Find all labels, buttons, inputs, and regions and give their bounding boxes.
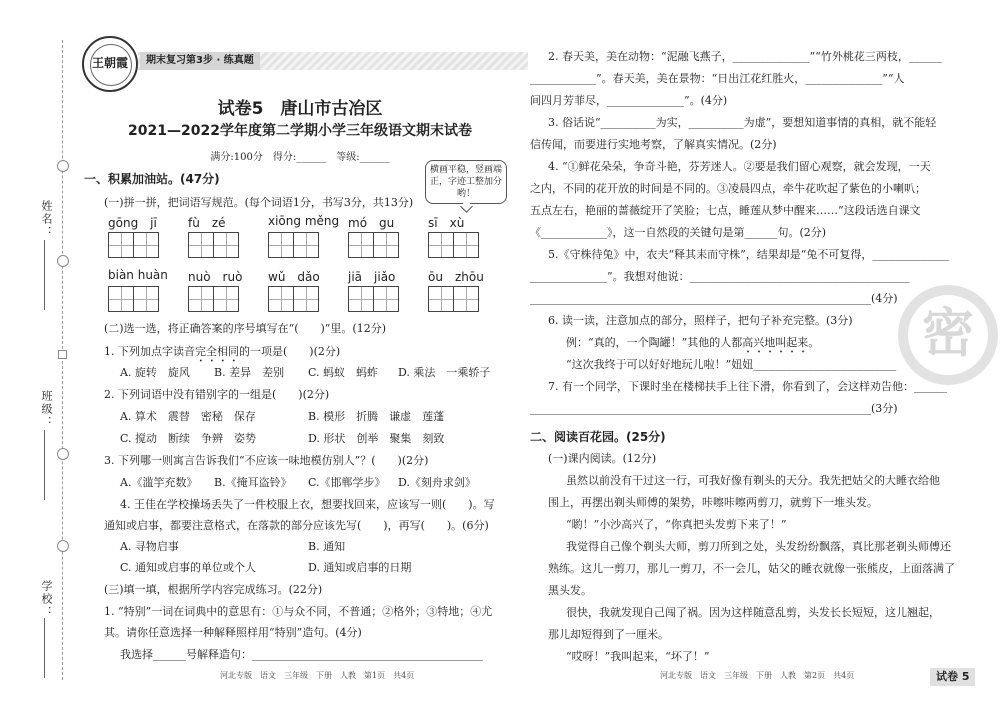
section-1-heading: 一、积累加油站。(47分)	[84, 172, 220, 186]
r-question-5-line-1[interactable]: 5.《守株待兔》中，农夫“释其耒而守株”，结果却是“兔不可复得，______________	[548, 248, 950, 261]
reading-sub-heading: (一)课内阅读。(12分)	[548, 452, 657, 465]
writing-grid[interactable]	[268, 286, 319, 312]
r-question-2-line-1[interactable]: 2. 春天美，美在动物：“泥融飞燕子，______________”“竹外桃花三两枝，______	[548, 50, 942, 63]
example-part-1: 例：“真的，一个陶罐！”其他的人都	[566, 336, 743, 349]
q4-option-a[interactable]: A. 寻物启事	[120, 540, 179, 553]
q1-option-d[interactable]: D. 乘法 一乘轿子	[398, 366, 491, 379]
q3-option-a[interactable]: A.《滥竽充数》	[120, 476, 198, 489]
binding-dashed-line	[62, 40, 63, 680]
writing-grid[interactable]	[428, 286, 479, 312]
r-question-2-line-2[interactable]: ____________”。春天美，美在景物：“日出江花红胜火，______________”“人	[530, 72, 905, 85]
score-line: 满分:100分 得分:______ 等级:______	[210, 152, 390, 163]
exam-number-tab: 试卷 5	[930, 668, 975, 686]
binding-hole	[57, 448, 69, 460]
r-question-2-line-3[interactable]: 间四月芳菲尽，______________”。(4分)	[530, 94, 728, 107]
part-2-title: (二)选一选，将正确答案的序号填写在“( )”里。(12分)	[104, 322, 386, 335]
writing-cell[interactable]	[428, 232, 454, 258]
writing-grid[interactable]	[188, 286, 239, 312]
passage-p4-line-2: 那儿却短得到了一厘米。	[548, 628, 669, 641]
q1-option-c[interactable]: C. 蚂蚁 蚂蚱	[308, 366, 379, 379]
writing-cell[interactable]	[453, 286, 479, 312]
writing-cell[interactable]	[348, 232, 374, 258]
part-1-title: (一)拼一拼，把词语写规范。(每个词语1分，书写3分，共13分)	[104, 196, 414, 209]
question-2: 2. 下列词语中没有错别字的一组是( )(2分)	[104, 388, 330, 401]
writing-cell[interactable]	[373, 232, 399, 258]
q4-option-c[interactable]: C. 通知或启事的单位或个人	[120, 561, 257, 574]
writing-cell[interactable]	[373, 286, 399, 312]
pinyin-label: xiōng měng	[268, 214, 340, 228]
pinyin-label: wǔ dǎo	[268, 270, 320, 284]
writing-grid[interactable]	[348, 286, 399, 312]
binding-hole	[57, 540, 69, 552]
confidential-seal: 密	[898, 285, 998, 385]
part-3-title: (三)填一填，根据所学内容完成练习。(22分)	[104, 583, 323, 596]
school-line	[44, 618, 45, 678]
class-label: 班级：	[40, 390, 53, 429]
passage-p1-line-1: 虽然以前没有干过这一行，可我好像有剃头的天分。我先把姑父的大睡衣给他	[566, 474, 940, 487]
name-label: 姓名：	[40, 200, 53, 239]
q4-option-d[interactable]: D. 通知或启事的日期	[308, 561, 412, 574]
writing-grid[interactable]	[108, 286, 159, 312]
writing-cell[interactable]	[213, 286, 239, 312]
r-question-6-example	[566, 336, 819, 356]
binding-hole	[57, 160, 69, 172]
q3-option-d[interactable]: D.《刻舟求剑》	[398, 476, 476, 489]
r-question-4-line-4[interactable]: 《____________》，这一自然段的关键句是第______句。(2分)	[530, 226, 827, 239]
logo-text: 王朝霞	[91, 56, 128, 70]
writing-grid[interactable]	[428, 232, 479, 258]
writing-cell[interactable]	[293, 286, 319, 312]
pinyin-label: sī xù	[428, 216, 465, 230]
step-label: 期末复习第3步 · 练真题	[140, 52, 260, 70]
q2-option-c[interactable]: C. 搅动 断续 争辨 姿势	[120, 432, 257, 445]
r-question-6-fill[interactable]: “这次我终于可以好好地玩儿啦！”妞妞__________________________	[566, 358, 897, 371]
passage-p5: “哎呀！”我叫起来，“坏了！”	[566, 650, 710, 663]
passage-p3-line-2: 熟练。这儿一剪刀，那儿一剪刀，不一会儿，姑父的睡衣就像一张熊皮，上面落满了	[548, 562, 955, 575]
writing-cell[interactable]	[428, 286, 454, 312]
r-question-4-line-1: 4. “①鲜花朵朵，争奇斗艳，芬芳迷人。②要是我们留心观察，就会发现，一天	[548, 160, 931, 173]
tip-bubble: 横画平稳，竖画端正，字迹工整加分哟！	[425, 160, 507, 204]
example-part-3: 。	[808, 336, 820, 349]
q2-option-d[interactable]: D. 形状 创举 聚集 刻致	[308, 432, 445, 445]
pinyin-label: ōu zhōu	[428, 270, 484, 284]
r-question-5-line-2[interactable]: ______________”。我想对他说：________________________________________	[530, 270, 910, 283]
r-question-4-line-3: 五点左右，艳丽的蔷薇绽开了笑脸；七点，睡莲从梦中醒来……”这段话选自课文	[530, 204, 921, 217]
writing-cell[interactable]	[108, 232, 134, 258]
school-label: 学校：	[40, 580, 53, 619]
pinyin-label: fù zé	[188, 216, 226, 230]
q2-option-a[interactable]: A. 算术 震替 密秘 保存	[120, 410, 256, 423]
fill-question-1-line-2: 其。请你任意选择一种解释照样用“特别”造句。(4分)	[104, 626, 362, 639]
class-line	[44, 430, 45, 500]
fill-question-1-line-1: 1. “特别”一词在词典中的意思有：①与众不同，不普通；②格外；③特地；④尤	[104, 605, 493, 618]
writing-cell[interactable]	[453, 232, 479, 258]
r-question-7-line-2[interactable]: ______________________________________________________________(3分)	[530, 402, 898, 415]
section-2-heading: 二、阅读百花园。(25分)	[530, 430, 666, 444]
question-4-line-1: 4. 王佳在学校操场丢失了一件校服上衣，想要找回来，应该写一则( )。写	[120, 498, 495, 511]
r-question-6: 6. 读一读，注意加点的部分，照样子，把句子补充完整。(3分)	[548, 314, 853, 327]
example-dotted-part: 高兴地叫起来	[742, 336, 809, 349]
q1-option-a[interactable]: A. 旋转 旋风	[120, 366, 190, 379]
footer-right: 河北专版 语文 三年级 下册 人教 第2页 共4页	[660, 671, 855, 680]
writing-grid[interactable]	[268, 232, 319, 258]
writing-cell[interactable]	[108, 286, 134, 312]
pinyin-label: gōng jī	[108, 216, 157, 230]
passage-p4-line-1: 很快，我就发现自己闯了祸。因为这样随意乱剪，头发长长短短，这儿翘起，	[566, 606, 940, 619]
passage-p3-line-1: 我觉得自己像个剃头大师，剪刀所到之处，头发纷纷飘落，真比那老剃头师傅还	[566, 540, 951, 553]
pinyin-label: nuò ruò	[188, 270, 243, 284]
pinyin-label: mó gu	[348, 216, 395, 230]
binding-hole	[57, 255, 69, 267]
writing-cell[interactable]	[133, 232, 159, 258]
passage-p1-line-2: 围上，再摆出剃头师傅的架势，咔嚓咔嚓两剪刀，就剪下一堆头发。	[548, 496, 878, 509]
q2-option-b[interactable]: B. 模形 折腾 谦虚 莲蓬	[308, 410, 445, 423]
r-question-7-line-1[interactable]: 7. 有一个同学，下课时坐在楼梯扶手上往下滑，你看到了，会这样劝告他：______	[548, 380, 947, 393]
r-question-4-line-2: 之内，不同的花开放的时间是不同的。③凌晨四点，牵牛花吹起了紫色的小喇叭；	[530, 182, 926, 195]
writing-cell[interactable]	[213, 232, 239, 258]
brand-logo	[82, 36, 138, 92]
question-3: 3. 下列哪一则寓言告诉我们“不应该一味地模仿别人”？( )(2分)	[104, 454, 429, 467]
question-1: 1. 下列加点字读音完全相同的一项是( )(2分)	[104, 345, 341, 358]
r-question-5-line-3[interactable]: ______________________________________________________________(4分)	[530, 292, 898, 305]
pinyin-label: biàn huàn	[108, 268, 168, 282]
writing-cell[interactable]	[188, 232, 214, 258]
writing-cell[interactable]	[268, 232, 294, 258]
fill-question-1-answer[interactable]: 我选择______号解释造句：__________________________________________	[120, 648, 483, 661]
name-line	[44, 240, 45, 310]
binding-mark	[58, 350, 67, 359]
q4-option-b[interactable]: B. 通知	[308, 540, 346, 553]
footer-left: 河北专版 语文 三年级 下册 人教 第1页 共4页	[220, 671, 415, 680]
page-title: 试卷5 唐山市古冶区	[217, 99, 383, 119]
pinyin-label: jiā jiǎo	[348, 270, 396, 284]
writing-cell[interactable]	[133, 286, 159, 312]
exam-subtitle: 2021—2022学年度第二学期小学三年级语文期末试卷	[128, 123, 472, 139]
q3-option-c[interactable]: C.《邯郸学步》	[308, 476, 386, 489]
question-4-line-2: 通知或启事，都要注意格式，在落款的部分应该先写( )，再写( )。(6分)	[104, 519, 489, 532]
writing-grid[interactable]	[188, 232, 239, 258]
writing-grid[interactable]	[108, 232, 159, 258]
r-question-3-line-1[interactable]: 3. 俗话说“__________为实，__________为虚”，要想知道事情的真相，就不能轻	[548, 116, 937, 129]
q3-option-b[interactable]: B.《掩耳盗铃》	[214, 476, 292, 489]
writing-grid[interactable]	[348, 232, 399, 258]
r-question-3-line-2: 信传闻，而要进行实地考察，了解真实情况。(2分)	[530, 138, 777, 151]
writing-cell[interactable]	[293, 232, 319, 258]
writing-cell[interactable]	[268, 286, 294, 312]
writing-cell[interactable]	[348, 286, 374, 312]
writing-cell[interactable]	[188, 286, 214, 312]
passage-p3-line-3: 黑头发。	[548, 584, 592, 597]
q1-option-b[interactable]: B. 差异 差别	[214, 366, 285, 379]
passage-p2: “喲！”小沙高兴了，“你真把头发剪下来了！”	[566, 518, 787, 531]
